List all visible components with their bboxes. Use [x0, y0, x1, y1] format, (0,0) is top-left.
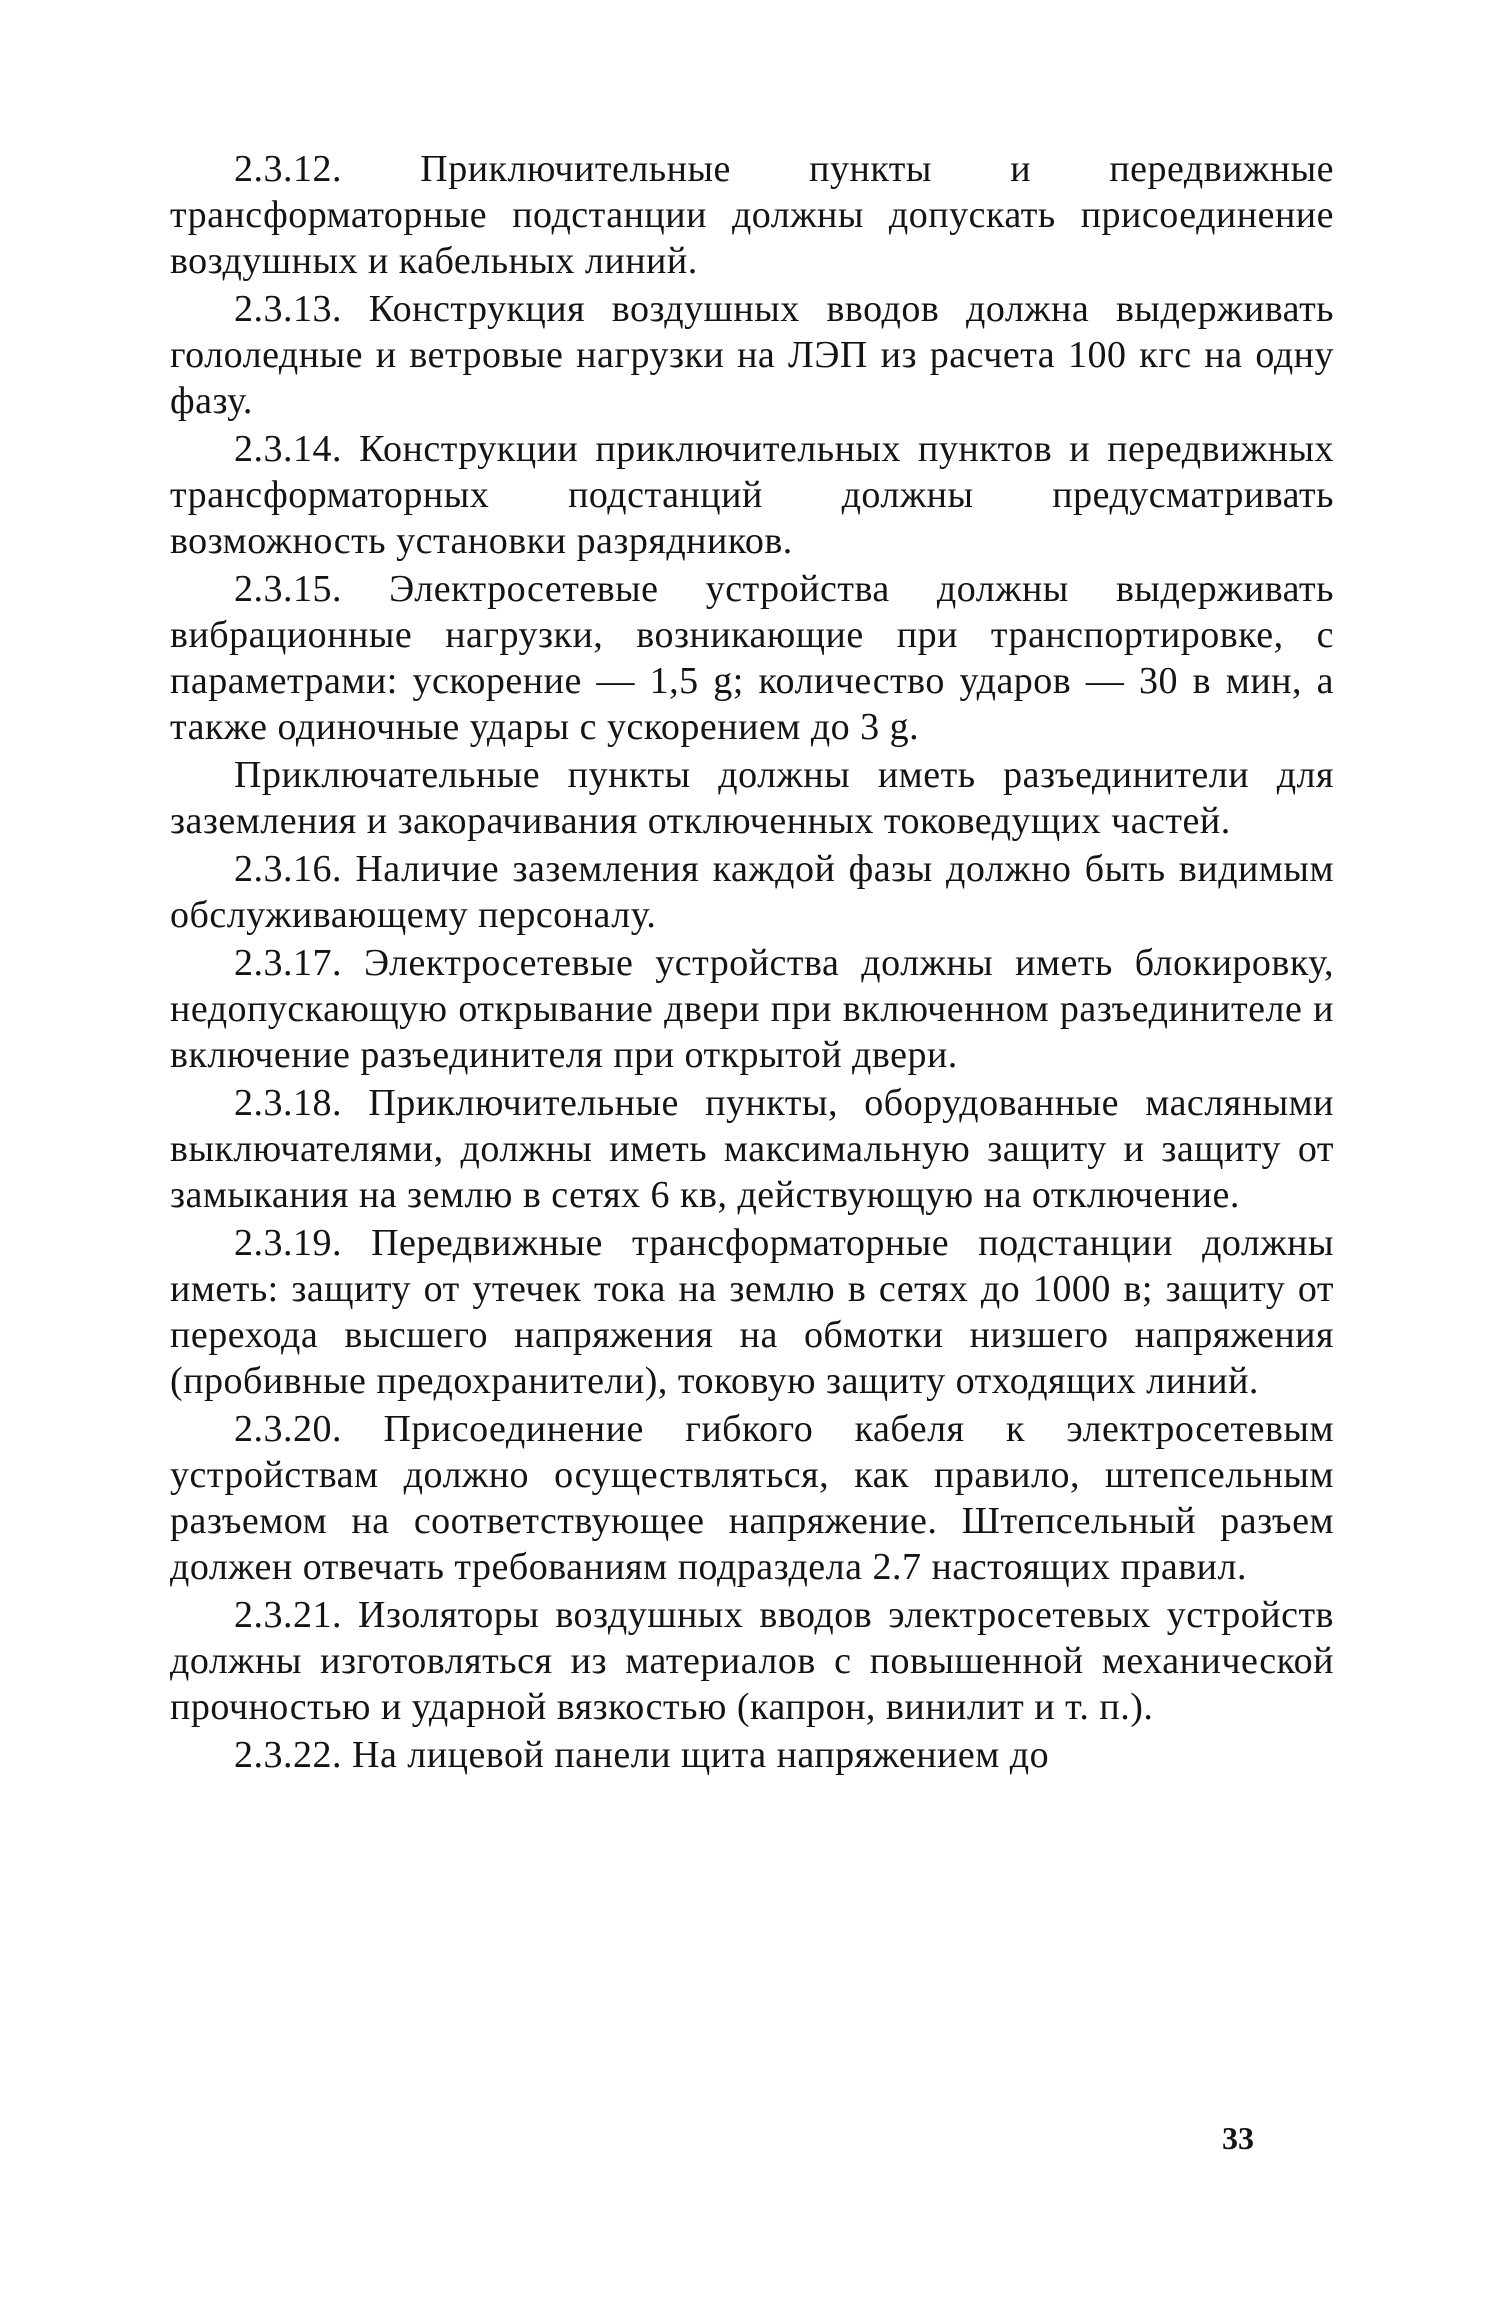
paragraph-2-3-22: 2.3.22. На лицевой панели щита напряжением до [234, 1734, 1050, 1776]
paragraph-2-3-16: 2.3.16. Наличие заземления каждой фазы должно быть видимым обслуживающему персоналу. [170, 848, 1334, 936]
document-body [170, 146, 1334, 1778]
paragraph-2-3-13: 2.3.13. Конструкция воздушных вводов должна выдерживать гололедные и ветровые нагрузки на ЛЭП из расчета 100 кгс на одну фазу. [170, 288, 1334, 422]
paragraph-2-3-20: 2.3.20. Присоединение гибкого кабеля к электросетевым устройствам должно осуществляться, как правило, штепсельным разъемом на соответствующее напряжение. Штепсельный разъем должен отвечать требованиям подраздела 2.7 настоящих правил. [170, 1408, 1334, 1588]
paragraph-2-3-18: 2.3.18. Приключительные пункты, оборудованные масляными выключателями, должны иметь максимальную защиту и защиту от замыкания на землю в сетях 6 кв, действующую на отключение. [170, 1082, 1334, 1216]
paragraph-2-3-15: 2.3.15. Электросетевые устройства должны выдерживать вибрационные нагрузки, возникающие при транспортировке, с параметрами: ускорение — 1,5 g; количество ударов — 30 в мин, а также одиночные удары с ускорением до 3 g. [170, 568, 1334, 748]
paragraph-2-3-21: 2.3.21. Изоляторы воздушных вводов электросетевых устройств должны изготовляться из материалов с повышенной механической прочностью и ударной вязкостью (капрон, винилит и т. п.). [170, 1594, 1334, 1728]
page-number: 33 [1222, 2120, 1254, 2156]
paragraph-2-3-15-continued: Приключательные пункты должны иметь разъединители для заземления и закорачивания отключенных токоведущих частей. [170, 754, 1334, 842]
paragraph-2-3-14: 2.3.14. Конструкции приключительных пунктов и передвижных трансформаторных подстанций должны предусматривать возможность установки разрядников. [170, 428, 1334, 562]
paragraph-2-3-17: 2.3.17. Электросетевые устройства должны иметь блокировку, недопускающую открывание двери при включенном разъединителе и включение разъединителя при открытой двери. [170, 942, 1334, 1076]
paragraph-2-3-19: 2.3.19. Передвижные трансформаторные подстанции должны иметь: защиту от утечек тока на землю в сетях до 1000 в; защиту от перехода высшего напряжения на обмотки низшего напряжения (пробивные предохранители), токовую защиту отходящих линий. [170, 1222, 1334, 1402]
paragraph-2-3-12: 2.3.12. Приключительные пункты и передвижные трансформаторные подстанции должны допускать присоединение воздушных и кабельных линий. [170, 148, 1334, 282]
